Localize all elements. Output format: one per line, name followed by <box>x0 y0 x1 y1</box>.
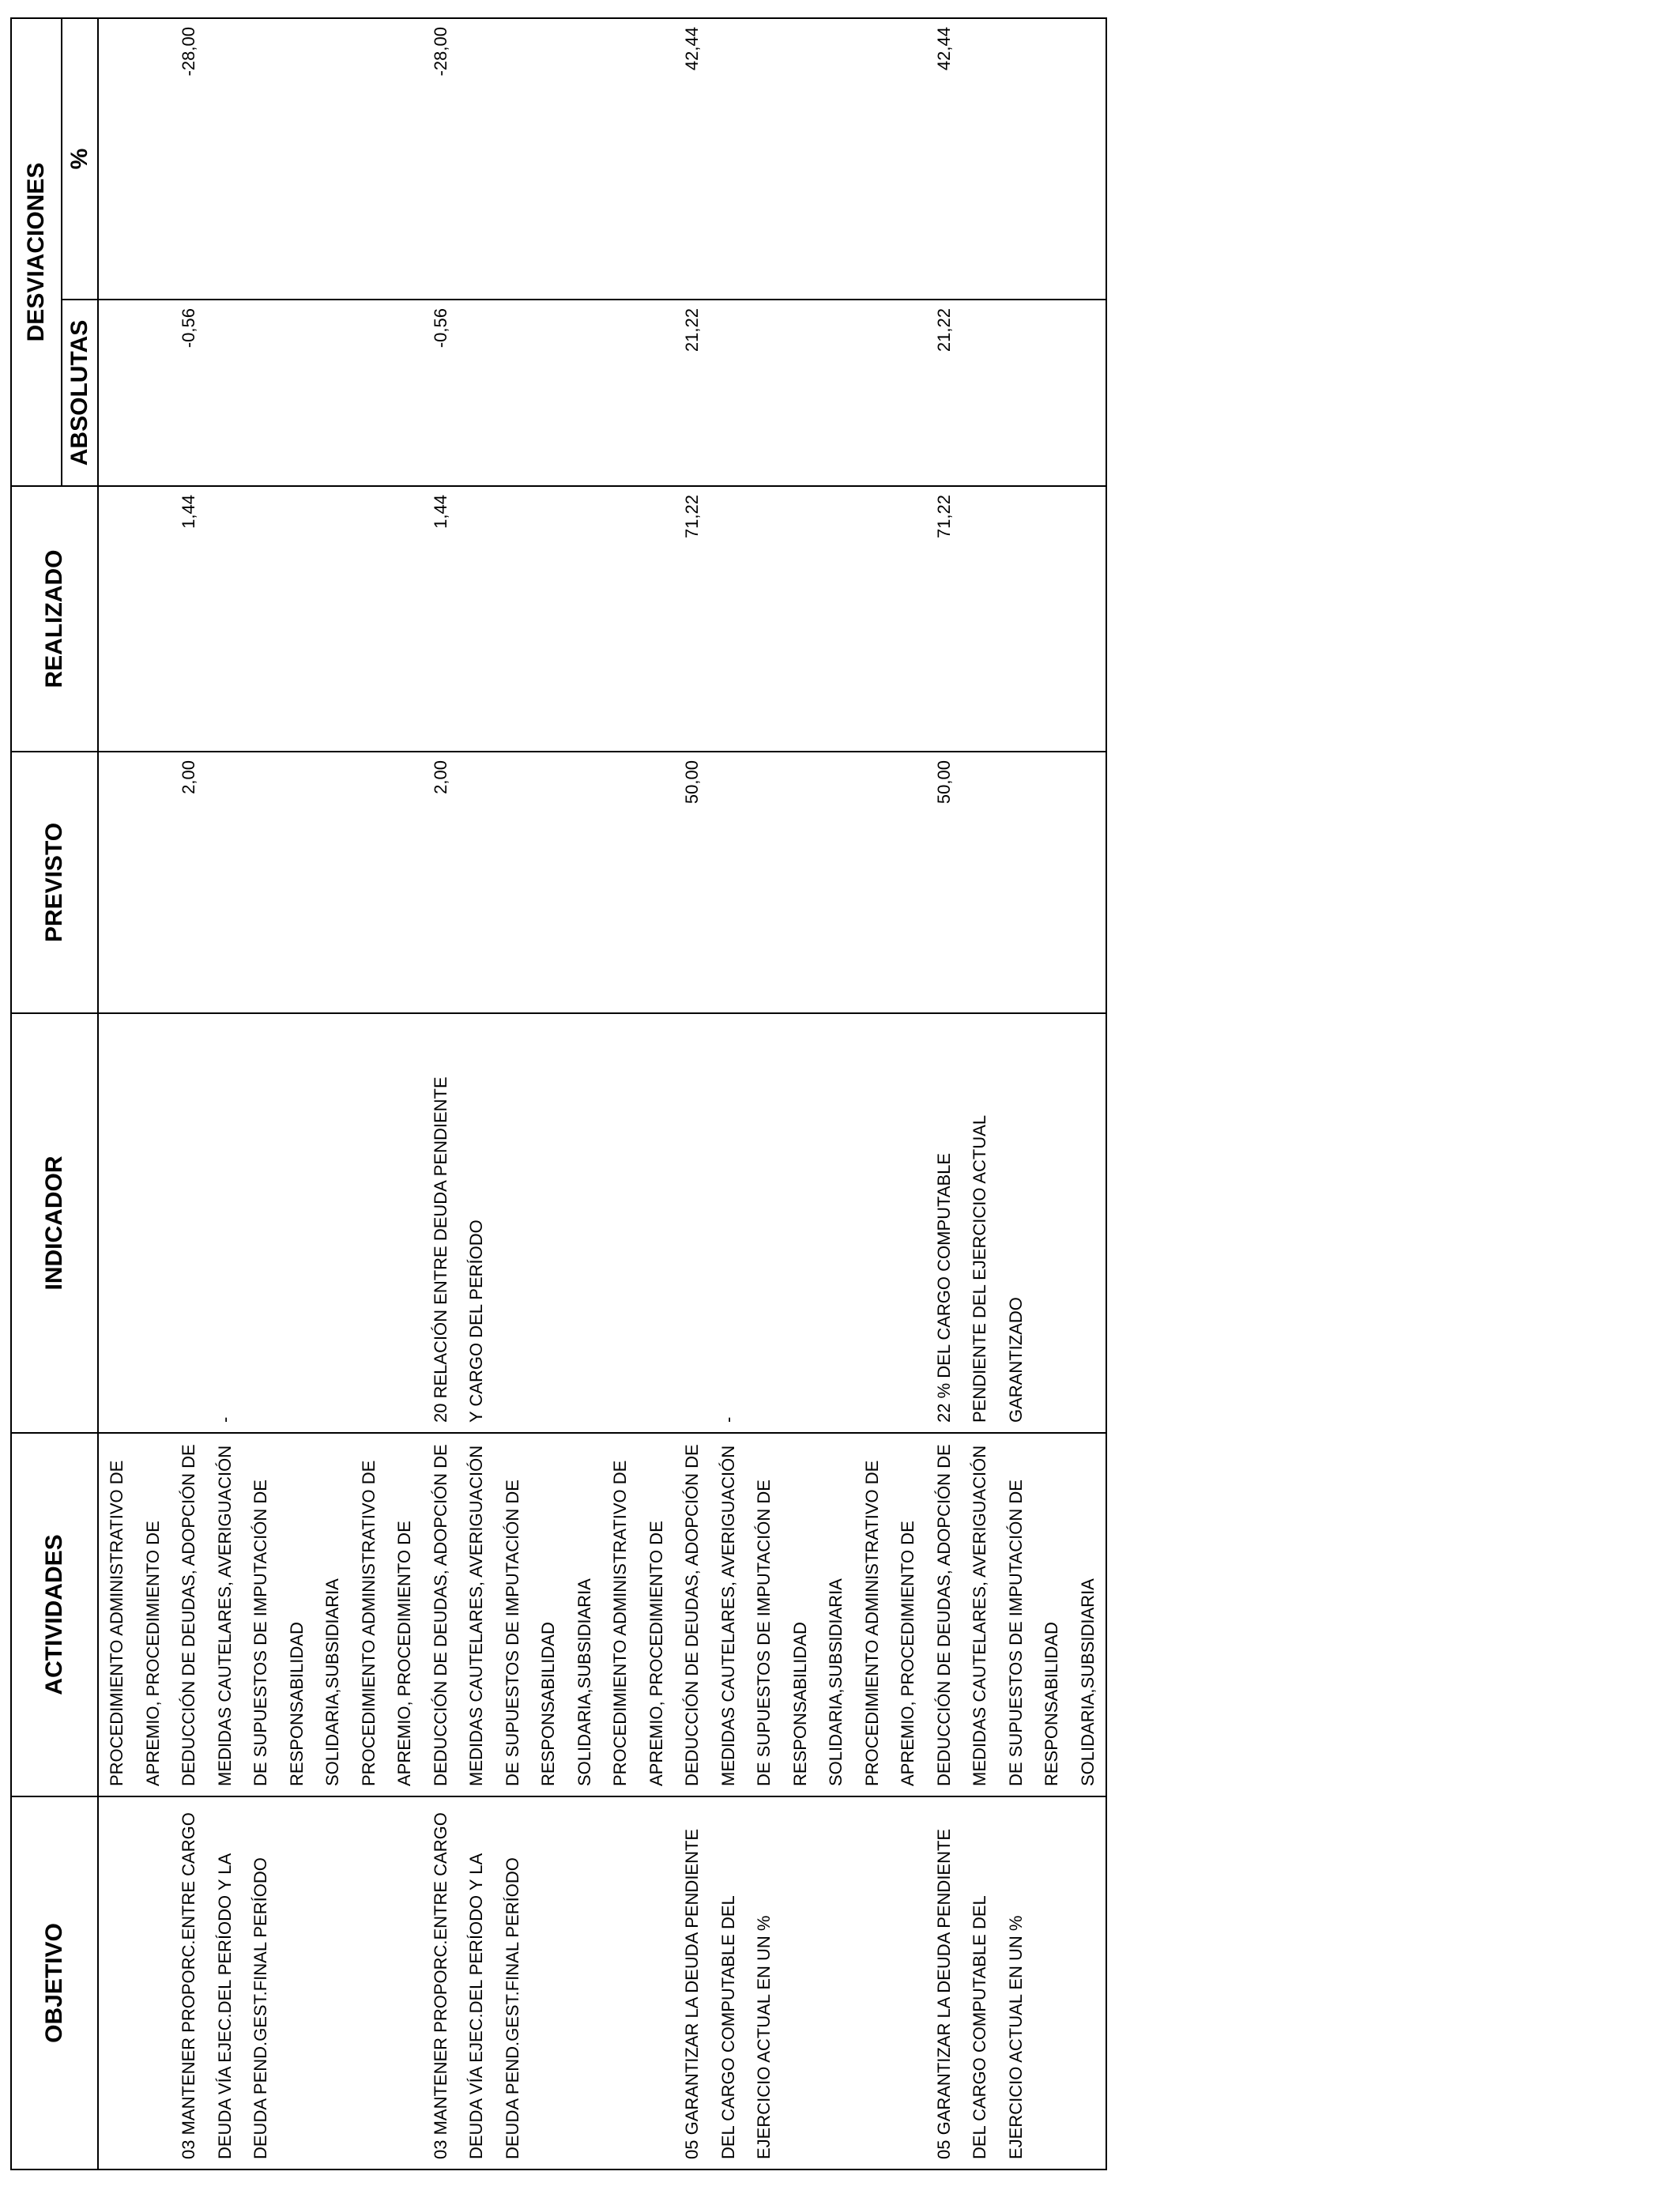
objetivo-cell-line: DEL CARGO COMPUTABLE DEL <box>718 1895 738 2159</box>
realizado-cell <box>602 486 854 752</box>
absolutas-cell <box>351 300 603 486</box>
header-previsto: PREVISTO <box>11 752 98 1013</box>
objetivo-cell-line: DEUDA PEND.GEST.FINAL PERÍODO <box>502 1857 522 2159</box>
indicador-cell-line: 20 RELACIÓN ENTRE DEUDA PENDIENTE <box>430 1076 450 1423</box>
actividades-cell-line: DE SUPUESTOS DE IMPUTACIÓN DE <box>250 1480 270 1786</box>
realizado-value: 71,22 <box>682 495 702 539</box>
realizado-cell <box>98 486 351 752</box>
actividades-cell-line: PROCEDIMIENTO ADMINISTRATIVO DE <box>610 1460 630 1786</box>
absolutas-cell <box>602 300 854 486</box>
objetivo-cell-line: 03 MANTENER PROPORC.ENTRE CARGO <box>430 1812 450 2159</box>
porcentaje-value: 42,44 <box>682 27 702 71</box>
actividades-cell-line: MEDIDAS CAUTELARES, AVERIGUACIÓN <box>970 1445 989 1786</box>
actividades-cell-line: MEDIDAS CAUTELARES, AVERIGUACIÓN <box>466 1445 486 1786</box>
actividades-cell-line: RESPONSABILIDAD <box>286 1622 307 1786</box>
objetivo-cell-line: DEL CARGO COMPUTABLE DEL <box>970 1895 989 2159</box>
objetivo-cell-line <box>351 1797 387 2159</box>
actividades-cell-line: MEDIDAS CAUTELARES, AVERIGUACIÓN <box>214 1445 235 1786</box>
actividades-cell <box>602 1433 854 1796</box>
actividades-cell <box>98 1433 351 1796</box>
header-realizado: REALIZADO <box>11 486 98 752</box>
absolutas-cell <box>98 300 351 486</box>
actividades-cell-line: SOLIDARIA,SUBSIDIARIA <box>574 1578 594 1786</box>
actividades-cell-line: DEDUCCIÓN DE DEUDAS, ADOPCIÓN DE <box>682 1444 702 1786</box>
actividades-cell-line: PROCEDIMIENTO ADMINISTRATIVO DE <box>358 1460 379 1786</box>
objetivo-cell-line <box>638 1797 675 2159</box>
actividades-cell-line: RESPONSABILIDAD <box>538 1622 558 1786</box>
actividades-cell-line: APREMIO, PROCEDIMIENTO DE <box>646 1521 666 1786</box>
actividades-cell-line: RESPONSABILIDAD <box>1042 1622 1061 1786</box>
porcentaje-cell <box>351 18 603 300</box>
realizado-value: 71,22 <box>933 495 954 539</box>
header-indicador: INDICADOR <box>11 1013 98 1433</box>
indicador-cell-line <box>890 1014 926 1423</box>
objetivo-cell-line: DEUDA VÍA EJEC.DEL PERÍODO Y LA <box>214 1853 235 2159</box>
absolutas-value: -0,56 <box>179 308 198 349</box>
table-body <box>98 18 1106 2169</box>
header-absolutas: ABSOLUTAS <box>62 300 98 486</box>
actividades-cell-line: RESPONSABILIDAD <box>789 1622 810 1786</box>
porcentaje-value: -28,00 <box>430 27 450 77</box>
actividades-cell-line: PROCEDIMIENTO ADMINISTRATIVO DE <box>107 1460 126 1786</box>
previsto-cell <box>854 752 1107 1013</box>
actividades-cell-line: APREMIO, PROCEDIMIENTO DE <box>394 1521 414 1786</box>
porcentaje-value: -28,00 <box>179 27 198 77</box>
realizado-value: 1,44 <box>179 495 198 529</box>
indicador-cell-line <box>674 1014 710 1423</box>
indicador-cell <box>98 1013 351 1433</box>
objetivo-cell-line <box>854 1797 891 2159</box>
previsto-cell <box>602 752 854 1013</box>
absolutas-value: 21,22 <box>682 308 702 352</box>
objetivo-cell-line: EJERCICIO ACTUAL EN UN % <box>1005 1915 1026 2159</box>
actividades-cell-line: APREMIO, PROCEDIMIENTO DE <box>898 1521 917 1786</box>
previsto-cell <box>98 752 351 1013</box>
header-actividades: ACTIVIDADES <box>11 1433 98 1796</box>
header-desviaciones: DESVIACIONES <box>11 18 62 486</box>
table-row <box>854 18 1107 2169</box>
previsto-value: 2,00 <box>430 760 450 794</box>
actividades-cell <box>854 1433 1107 1796</box>
table-row <box>351 18 603 2169</box>
porcentaje-cell <box>854 18 1107 300</box>
indicador-cell-line <box>854 1014 891 1423</box>
actividades-cell-line: SOLIDARIA,SUBSIDIARIA <box>1077 1578 1098 1786</box>
porcentaje-cell <box>602 18 854 300</box>
objetivo-cell <box>854 1796 1107 2169</box>
objetivo-cell-line: DEUDA PEND.GEST.FINAL PERÍODO <box>250 1857 270 2159</box>
indicador-cell-line <box>99 1014 135 1423</box>
indicador-cell-line: Y CARGO DEL PERÍODO <box>466 1220 486 1423</box>
indicador-cell-line <box>386 1014 423 1423</box>
actividades-cell-line: PROCEDIMIENTO ADMINISTRATIVO DE <box>861 1460 882 1786</box>
indicador-cell-line <box>602 1014 638 1423</box>
header-objetivo: OBJETIVO <box>11 1796 98 2169</box>
previsto-cell <box>351 752 603 1013</box>
indicador-cell-line: 22 % DEL CARGO COMPUTABLE <box>933 1152 954 1423</box>
indicador-cell-line <box>638 1014 675 1423</box>
objetivo-cell-line <box>135 1797 171 2159</box>
realizado-cell <box>854 486 1107 752</box>
objectives-table <box>10 17 1107 2170</box>
objetivo-cell-line <box>602 1797 638 2159</box>
indicador-cell-line: - <box>718 1416 738 1423</box>
indicador-cell-line <box>351 1014 387 1423</box>
indicador-cell-line: PENDIENTE DEL EJERCICIO ACTUAL <box>970 1114 989 1423</box>
actividades-cell-line: DEDUCCIÓN DE DEUDAS, ADOPCIÓN DE <box>430 1444 450 1786</box>
objetivo-cell <box>602 1796 854 2169</box>
actividades-cell-line: DE SUPUESTOS DE IMPUTACIÓN DE <box>1005 1480 1026 1786</box>
objetivo-cell-line: 05 GARANTIZAR LA DEUDA PENDIENTE <box>682 1828 702 2159</box>
table-row <box>602 18 854 2169</box>
objetivo-cell <box>351 1796 603 2169</box>
actividades-cell-line: APREMIO, PROCEDIMIENTO DE <box>142 1521 163 1786</box>
absolutas-value: 21,22 <box>933 308 954 352</box>
actividades-cell-line: DE SUPUESTOS DE IMPUTACIÓN DE <box>754 1480 774 1786</box>
indicador-cell <box>351 1013 603 1433</box>
actividades-cell-line: DE SUPUESTOS DE IMPUTACIÓN DE <box>502 1480 522 1786</box>
indicador-cell <box>854 1013 1107 1433</box>
objetivo-cell-line <box>386 1797 423 2159</box>
previsto-value: 50,00 <box>933 760 954 805</box>
realizado-value: 1,44 <box>430 495 450 529</box>
objetivo-cell-line: EJERCICIO ACTUAL EN UN % <box>754 1915 774 2159</box>
porcentaje-cell <box>98 18 351 300</box>
realizado-cell <box>351 486 603 752</box>
absolutas-cell <box>854 300 1107 486</box>
objetivo-cell-line: DEUDA VÍA EJEC.DEL PERÍODO Y LA <box>466 1853 486 2159</box>
actividades-cell-line: MEDIDAS CAUTELARES, AVERIGUACIÓN <box>718 1445 738 1786</box>
porcentaje-value: 42,44 <box>933 27 954 71</box>
indicador-cell <box>602 1013 854 1433</box>
indicador-cell-line <box>171 1014 207 1423</box>
indicador-cell-line: - <box>214 1416 235 1423</box>
objetivo-cell-line: 05 GARANTIZAR LA DEUDA PENDIENTE <box>933 1828 954 2159</box>
objetivo-cell-line <box>99 1797 135 2159</box>
objetivo-cell <box>98 1796 351 2169</box>
actividades-cell-line: SOLIDARIA,SUBSIDIARIA <box>826 1578 846 1786</box>
objetivo-cell-line: 03 MANTENER PROPORC.ENTRE CARGO <box>179 1812 198 2159</box>
indicador-cell-line <box>135 1014 171 1423</box>
indicador-cell-line: GARANTIZADO <box>1005 1297 1026 1423</box>
table-row <box>98 18 351 2169</box>
header-row <box>11 18 62 2169</box>
actividades-cell <box>351 1433 603 1796</box>
actividades-cell-line: DEDUCCIÓN DE DEUDAS, ADOPCIÓN DE <box>933 1444 954 1786</box>
absolutas-value: -0,56 <box>430 308 450 349</box>
previsto-value: 2,00 <box>179 760 198 794</box>
objetivo-cell-line <box>890 1797 926 2159</box>
header-porcentaje: % <box>62 18 98 300</box>
actividades-cell-line: DEDUCCIÓN DE DEUDAS, ADOPCIÓN DE <box>179 1444 198 1786</box>
actividades-cell-line: SOLIDARIA,SUBSIDIARIA <box>322 1578 342 1786</box>
previsto-value: 50,00 <box>682 760 702 805</box>
